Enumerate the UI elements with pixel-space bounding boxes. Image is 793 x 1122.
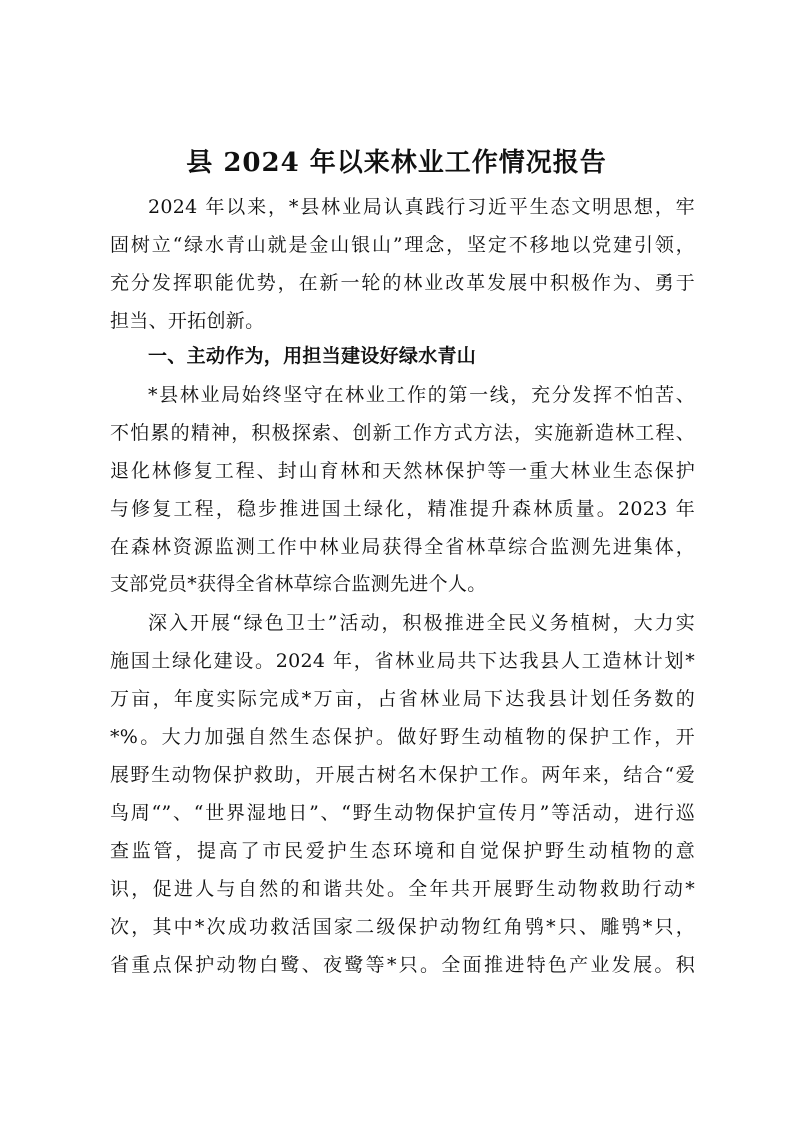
section-heading-1: 一、主动作为，用担当建设好绿水青山 [148, 345, 477, 367]
paragraph-3-line-10: 省重点保护动物白鹭、夜鹭等*只。全面推进特色产业发展。积 [110, 954, 695, 976]
paragraph-3-line-5: 展野生动物保护救助，开展古树名木保护工作。两年来，结合“爱 [110, 764, 695, 786]
paragraph-2-line-1: *县林业局始终坚守在林业工作的第一线，充分发挥不怕苦、 [148, 384, 695, 406]
paragraph-3-line-9: 次，其中*次成功救活国家二级保护动物红角鸮*只、雕鸮*只， [110, 916, 695, 938]
paragraph-3-line-4: *%。大力加强自然生态保护。做好野生动植物的保护工作，开 [110, 726, 695, 748]
paragraph-3-line-3: 万亩，年度实际完成*万亩，占省林业局下达我县计划任务数的 [110, 688, 695, 710]
paragraph-1-line-1: 2024 年以来，*县林业局认真践行习近平生态文明思想，牢 [148, 196, 695, 218]
document-title: 县 2024 年以来林业工作情况报告 [186, 148, 607, 178]
paragraph-1-line-4: 担当、开拓创新。 [110, 310, 265, 332]
paragraph-2-line-2: 不怕累的精神，积极探索、创新工作方式方法，实施新造林工程、 [110, 422, 695, 444]
paragraph-2-line-3: 退化林修复工程、封山育林和天然林保护等一重大林业生态保护 [110, 460, 695, 482]
paragraph-1-line-3: 充分发挥职能优势，在新一轮的林业改革发展中积极作为、勇于 [110, 272, 695, 294]
paragraph-1-line-2: 固树立“绿水青山就是金山银山”理念，坚定不移地以党建引领， [110, 234, 695, 256]
paragraph-2-line-4: 与修复工程，稳步推进国土绿化，精准提升森林质量。2023 年 [110, 498, 695, 520]
paragraph-2-line-6: 支部党员*获得全省林草综合监测先进个人。 [110, 573, 487, 595]
paragraph-3-line-7: 查监管，提高了市民爱护生态环境和自觉保护野生动植物的意 [110, 840, 695, 862]
paragraph-3-line-1: 深入开展“绿色卫士”活动，积极推进全民义务植树，大力实 [148, 612, 695, 634]
paragraph-3-line-8: 识，促进人与自然的和谐共处。全年共开展野生动物救助行动* [110, 878, 695, 900]
paragraph-3-line-2: 施国土绿化建设。2024 年，省林业局共下达我县人工造林计划* [110, 650, 695, 672]
paragraph-3-line-6: 鸟周“”、“世界湿地日”、“野生动物保护宣传月”等活动，进行巡 [110, 802, 695, 824]
paragraph-2-line-5: 在森林资源监测工作中林业局获得全省林草综合监测先进集体， [110, 536, 695, 558]
